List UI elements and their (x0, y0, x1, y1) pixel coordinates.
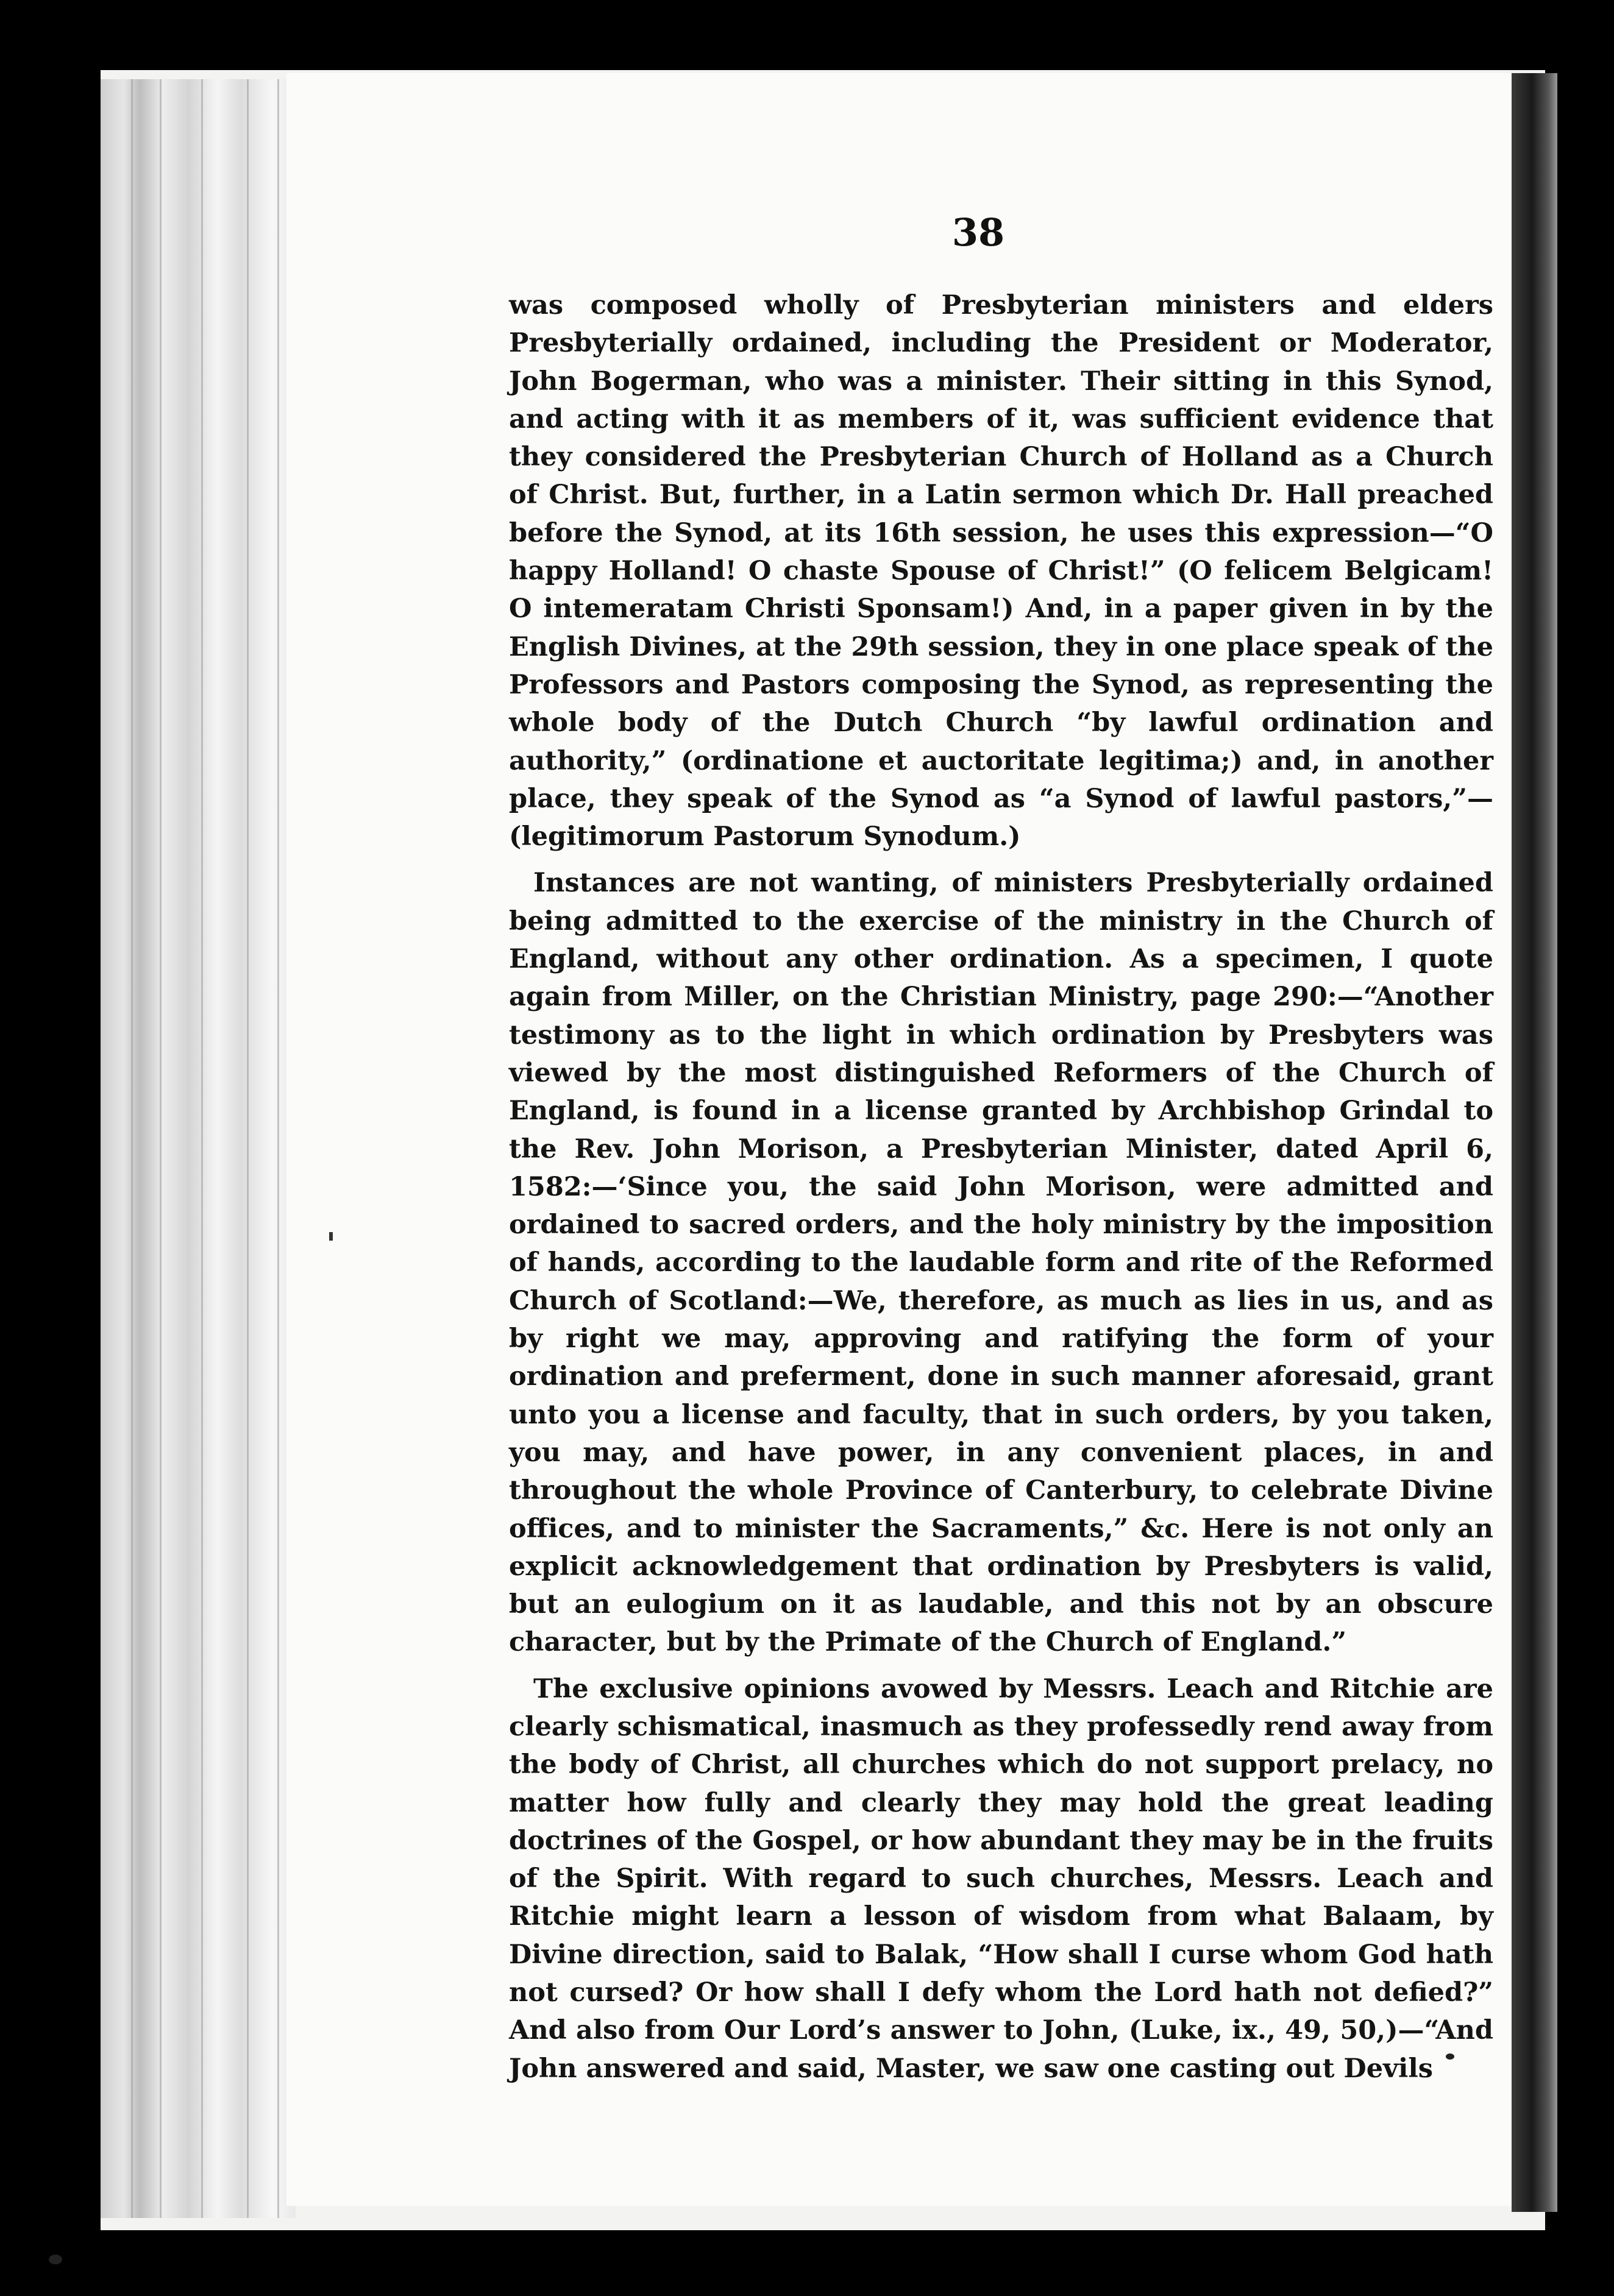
margin-mark (329, 1232, 333, 1241)
page-edges (101, 79, 296, 2218)
body-text (509, 286, 1493, 2088)
gutter-shadow (1512, 73, 1557, 2212)
page-edge-line (277, 79, 279, 2218)
page-edge-line (247, 79, 249, 2218)
ink-speck (49, 2255, 62, 2264)
page-edge-line (131, 79, 133, 2218)
paragraph: The exclusive opinions avowed by Messrs. Leach and Ritchie are clearly schismatical, inasmuch as they professedly rend away from the body of Christ, all churches which do not support prelacy, no matter how fully and clearly they may hold the great leading doctrines of the Gospel, or how abundant they may be in the fruits of the Spirit. With regard to such churches, Messrs. Leach and Ritchie might learn a lesson of wisdom from what Balaam, by Divine direction, said to Balak, “How shall I curse whom God hath not cursed? Or how shall I defy whom the Lord hath not defied?” And also from Our Lord’s answer to John, (Luke, ix., 49, 50,)—“And John answered and said, Master, we saw one casting out Devils (509, 1673, 1493, 2084)
page-number: 38 (951, 210, 1005, 255)
page-edge-line (160, 79, 162, 2218)
page-edge-line (201, 79, 203, 2218)
paragraph: Instances are not wanting, of ministers Presbyterially ordained being admitted to the exercise of the ministry in the Church of England, without any other ordination. As a specimen, I quote again from Miller, on the Christian Ministry, page 290:—“Another testimony as to the light in which ordination by Presbyters was viewed by the most distinguished Reformers of the Church of England, is found in a license granted by Archbishop Grindal to the Rev. John Morison, a Presbyterian Minister, dated April 6, 1582:—‘Since you, the said John Morison, were admitted and ordained to sacred orders, and the holy ministry by the imposition of hands, according to the laudable form and rite of the Reformed Church of Scotland:—We, therefore, as much as lies in us, and as by right we may, approving and ratifying the form of your ordination and preferment, done in such manner aforesaid, grant unto you a license and faculty, that in such orders, by you taken, you may, and have power, in any convenient places, in and throughout the whole Province of Canterbury, to celebrate Divine offices, and to minister the Sacraments,” &c. Here is not only an explicit acknowledgement that ordination by Presbyters is valid, but an eulogium on it as laudable, and this not by an obscure character, but by the Primate of the Church of England.” (509, 868, 1493, 1658)
paragraph: was composed wholly of Presbyterian ministers and elders Presbyterially ordained, including the President or Moderator, John Bogerman, who was a minister. Their sitting in this Synod, and acting with it as members of it, was sufficient evidence that they considered the Presbyterian Church of Holland as a Church of Christ. But, further, in a Latin sermon which Dr. Hall preached before the Synod, at its 16th session, he uses this expression—“O happy Holland! O chaste Spouse of Christ!” (O felicem Belgicam! O intemeratam Christi Sponsam!) And, in a paper given in by the English Divines, at the 29th session, they in one place speak of the Professors and Pastors composing the Synod, as representing the whole body of the Dutch Church “by lawful ordination and authority,” (ordinatione et auctoritate legitima;) and, in another place, they speak of the Synod as “a Synod of lawful pastors,”—(legitimorum Pastorum Synodum.) (509, 290, 1493, 852)
